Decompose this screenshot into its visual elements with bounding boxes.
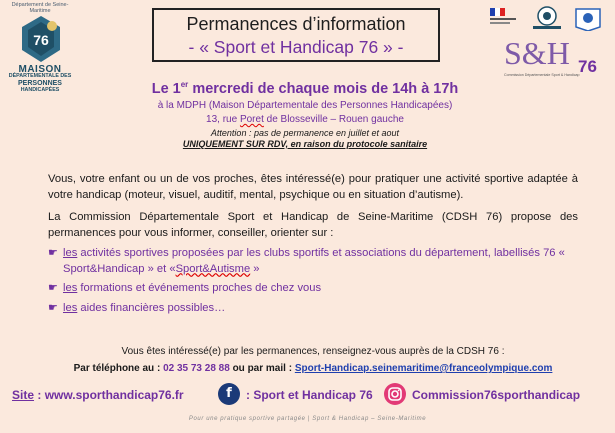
phone-label: Par téléphone au : [73,363,164,374]
facebook-link[interactable]: : Sport et Handicap 76 [246,388,373,402]
sh76-logo-icon [500,32,608,78]
tagline: Pour une pratique sportive partagée | Sport & Handicap – Seine-Maritime [188,416,427,422]
page-subtitle: - « Sport et Handicap 76 » - [188,37,404,57]
hand-pointer-icon: ☛ [48,247,58,259]
sh76-number: 76 [578,57,597,76]
phone-number[interactable]: 02 35 73 28 88 [163,363,230,374]
seine-maritime-logo-icon [527,5,567,31]
republic-logo-icon [488,5,522,29]
title-box [152,8,440,62]
topics-list [48,246,578,316]
schedule-venue: à la MDPH (Maison Départementale des Personnes Handicapées) [157,99,453,111]
sh76-mark: S&H [504,35,570,71]
schedule-suffix: mercredi de chaque mois de 14h à 17h [188,80,459,97]
mdph-line3: PERSONNES [18,80,62,87]
mail-label: ou par mail : [229,363,295,374]
facebook-icon[interactable]: f [218,383,240,405]
instagram-glyph-icon [384,383,406,405]
site-label: Site [12,388,35,402]
mdph-wordmark [4,64,76,94]
site-link[interactable]: www.sporthandicap76.fr [44,388,184,402]
schedule-rdv: UNIQUEMENT SUR RDV, en raison du protocole sanitaire [182,138,428,149]
contact-question: Vous êtes intéressé(e) par les permanences, renseignez-vous auprès de la CDSH 76 : [121,346,505,357]
address-post: de Blosseville – Rouen gauche [263,113,404,125]
address-pre: 13, rue [206,113,240,125]
hand-pointer-icon: ☛ [48,301,58,314]
list-item: ☛ les aides financières possibles… [48,301,578,317]
hand-pointer-icon: ☛ [48,282,58,294]
schedule-note: Attention : pas de permanence en juillet et aout [210,127,400,138]
page-title: Permanences d’information [186,14,406,34]
mail-link[interactable]: Sport-Handicap.seinemaritime@franceolympique.com [294,363,553,374]
instagram-icon[interactable] [384,383,406,405]
intro-paragraph: Vous, votre enfant ou un de vos proches, êtes intéressé(e) pour pratiquer une activité sportive adaptée à votre handicap (moteur, visuel, auditif, mental, psychique ou en situation d’autisme). [48,173,578,201]
cdsh-paragraph: La Commission Départementale Sport et Handicap de Seine-Maritime (CDSH 76) propose des permanences pour vous informer, conseiller, orienter sur : [48,211,578,239]
mdph-name: MAISON [18,64,62,75]
schedule-headline [100,80,510,97]
footer [12,380,608,410]
mdph-logo [4,2,76,106]
schedule-address [100,114,510,125]
mdph-line2: DÉPARTEMENTALE DES [8,73,72,79]
sh76-caption: Commission Départementale Sport & Handicap [504,73,580,77]
schedule-sup: er [180,80,189,89]
list-item: ☛ les formations et événements proches de chez vous [48,281,578,297]
schedule-prefix: Le 1 [151,80,181,97]
schedule-block [100,80,510,149]
site-line [12,388,184,402]
mdph-line4: HANDICAPÉES [20,87,60,93]
sport-adapte-logo-icon [570,5,606,31]
mdph-emblem-icon [14,12,68,66]
mdph-number: 76 [33,32,49,48]
instagram-link[interactable]: Commission76sporthandicap [412,388,581,402]
body-text [48,172,578,320]
site-separator: : [34,388,45,402]
contact-line [48,363,578,374]
list-item: ☛ les activités sportives proposées par les clubs sportifs et associations du département, labellisés 76 « Sport&Handicap » et «Sport&Autisme » [48,247,565,275]
mdph-department-label: Département de Seine-Maritime [11,2,69,14]
sh76-logo [500,32,608,78]
address-street: Poret [239,113,264,125]
